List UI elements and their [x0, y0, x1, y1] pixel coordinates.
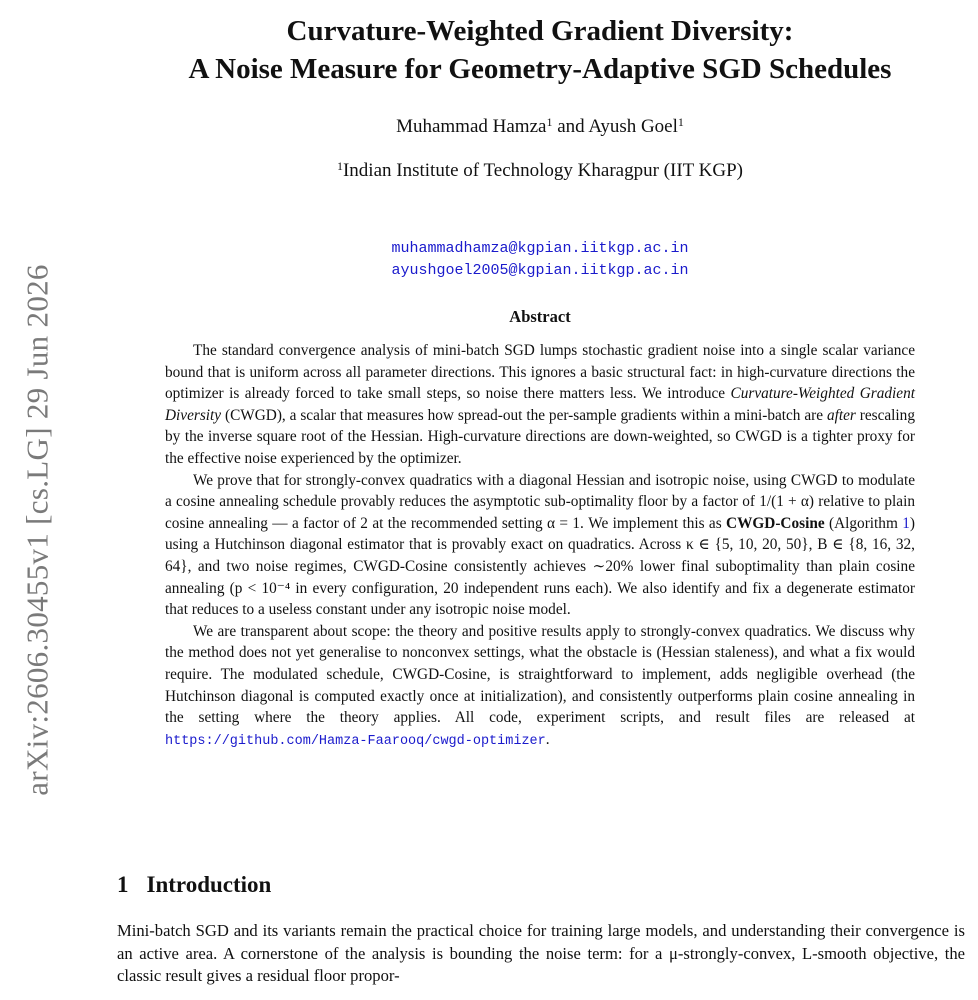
abstract-text: rescaling by the inverse square root of the Hessian. High-curvature directions are down-weighted, so CWGD is a tighter proxy for the effective noise experienced by the optimizer. [165, 406, 915, 467]
abstract-text: The standard convergence analysis of mini-batch SGD lumps stochastic gradient noise into a single scalar variance bound that is uniform across all parameter directions. This ignores a basic structural fact: in high-curvature directions the optimizer is already forced to take small steps, so noise there matters less. We introduce [165, 342, 915, 403]
algorithm-reference-link[interactable]: 1 [902, 514, 910, 532]
introduction-body [117, 920, 965, 988]
paper-title [100, 12, 978, 88]
author-name: Muhammad Hamza [396, 116, 547, 137]
email-link[interactable]: ayushgoel2005@kgpian.iitkgp.ac.in [391, 262, 689, 279]
arxiv-identifier [18, 215, 58, 845]
abstract-text: We prove that for strongly-convex quadratics with a diagonal Hessian and isotropic noise, using CWGD to modulate a cosine annealing schedule provably reduces the asymptotic sub-optimality floor by a factor of 1/(1 + α) relative to plain cosine annealing — a factor of 2 at the recommended setting α = 1. We implement this as [165, 471, 915, 532]
title-line-2: A Noise Measure for Geometry-Adaptive SGD Schedules [188, 53, 892, 85]
code-repository-link[interactable]: https://github.com/Hamza-Faarooq/cwgd-optimizer [165, 733, 546, 749]
abstract-text: . [545, 730, 550, 748]
abstract-text: (CWGD), a scalar that measures how spread-out the per-sample gradients within a mini-batch are [221, 406, 827, 424]
section-heading [117, 872, 271, 898]
abstract-text: ) using a Hutchinson diagonal estimator that is provably exact on quadratics. Across κ ∈ {5, 10, 20, 50}, B ∈ {8, 16, 32, 64}, and two noise regimes, CWGD-Cosine consistently achieves ∼20% lower final suboptimality than plain cosine annealing (p < 10⁻⁴ in every configuration, 20 independent runs each). We also identify and fix a degenerate estimator that reduces to a useless constant under any isotropic noise model. [165, 514, 915, 619]
section-number: 1 [117, 872, 129, 897]
author-list [100, 116, 978, 138]
abstract-paragraph [165, 340, 915, 470]
abstract-body [165, 340, 915, 752]
author-joiner: and [552, 116, 589, 137]
term-emphasis: Curvature-Weighted Gradient Diversity [165, 385, 915, 424]
arxiv-id-text: arXiv:2606.30455v1 [cs.LG] 29 Jun 2026 [20, 264, 56, 796]
abstract-text: We are transparent about scope: the theory and positive results apply to strongly-convex quadratics. We discuss why the method does not yet generalise to nonconvex settings, what the obstacle is (Hessian staleness), and what a fix would require. The modulated schedule, CWGD-Cosine, is straightforward to implement, adds negligible overhead (the Hutchinson diagonal is computed exactly once at initialization), and consistently outperforms plain cosine annealing in the setting where the theory applies. All code, experiment scripts, and result files are released at [165, 622, 915, 727]
method-name: CWGD-Cosine [726, 514, 825, 532]
abstract-heading: Abstract [509, 307, 571, 326]
abstract-text: (Algorithm [824, 514, 903, 532]
affiliation [100, 160, 978, 182]
abstract-paragraph [165, 470, 915, 621]
affiliation-marker: 1 [336, 159, 343, 173]
title-line-1: Curvature-Weighted Gradient Diversity: [286, 15, 794, 47]
affiliation-marker: 1 [546, 115, 553, 129]
section-title: Introduction [146, 872, 272, 897]
abstract-paragraph [165, 621, 915, 753]
affiliation-marker: 1 [677, 115, 684, 129]
affiliation-text: Indian Institute of Technology Kharagpur (IIT KGP) [342, 160, 744, 181]
introduction-paragraph: Mini-batch SGD and its variants remain the practical choice for training large models, and understanding their convergence is an active area. A cornerstone of the analysis is bounding the noise term: for a μ-strongly-convex, L-smooth objective, the classic result gives a residual floor propor- [117, 921, 965, 985]
author-name: Ayush Goel [588, 116, 678, 137]
email-block [100, 238, 978, 282]
email-link[interactable]: muhammadhamza@kgpian.iitkgp.ac.in [391, 240, 689, 257]
after-emphasis: after [826, 406, 856, 424]
